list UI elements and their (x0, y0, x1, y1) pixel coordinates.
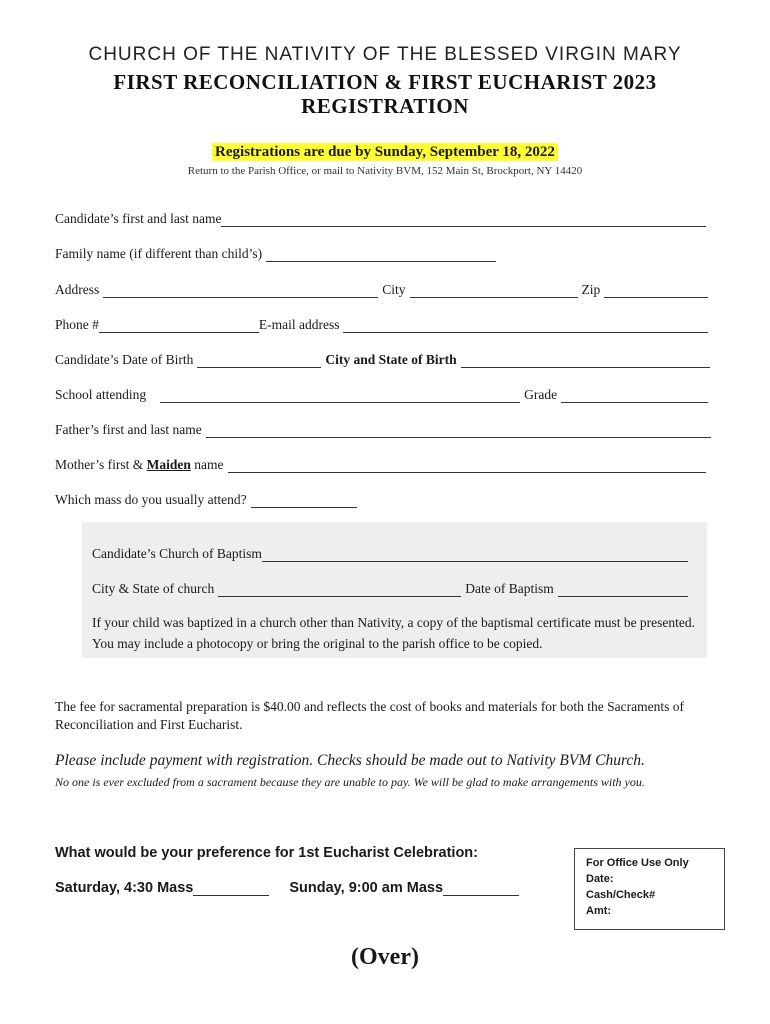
saturday-option-field[interactable] (193, 882, 269, 896)
preference-options (55, 880, 545, 896)
sunday-option-label: Sunday, 9:00 am Mass (289, 880, 444, 896)
mother-row (55, 453, 710, 473)
birth-place-field[interactable] (461, 354, 710, 368)
baptism-city-field[interactable] (218, 583, 461, 597)
family-name-label: Family name (if different than child’s) (55, 246, 263, 261)
phone-label: Phone # (55, 317, 99, 332)
baptism-church-field[interactable] (262, 548, 688, 562)
mother-label-maiden: Maiden (146, 457, 191, 472)
zip-label: Zip (581, 282, 601, 297)
dob-label: Candidate’s Date of Birth (55, 352, 194, 367)
candidate-name-field[interactable] (221, 213, 706, 227)
baptism-city-row (92, 577, 692, 597)
address-row (55, 278, 712, 298)
grade-field[interactable] (561, 389, 708, 403)
fee-text: The fee for sacramental preparation is $40.00 and reflects the cost of books and materials for both the Sacraments of Reconciliation and First Eucharist. (55, 699, 685, 732)
baptism-date-field[interactable] (558, 583, 688, 597)
form-title-line2: REGISTRATION (301, 94, 469, 118)
baptism-note: If your child was baptized in a church other than Nativity, a copy of the baptismal certificate must be presented. You may include a photocopy or bring the original to the parish office to be copied. (92, 615, 696, 651)
family-name-row (55, 242, 500, 262)
no-one-excluded-note: No one is ever excluded from a sacrament because they are unable to pay. We will be glad to make arrangements with you. (55, 775, 645, 789)
payment-note: Please include payment with registration. Checks should be made out to Nativity BVM Church. (55, 752, 645, 769)
due-notice: Registrations are due by Sunday, September 18, 2022 (0, 143, 770, 161)
dob-field[interactable] (197, 354, 321, 368)
address-field[interactable] (103, 284, 378, 298)
over-notice: (Over) (351, 944, 419, 970)
form-title-line1: FIRST RECONCILIATION & FIRST EUCHARIST 2023 (113, 70, 657, 94)
city-field[interactable] (410, 284, 578, 298)
sunday-option-field[interactable] (443, 882, 519, 896)
mother-field[interactable] (228, 459, 706, 473)
baptism-church-row (92, 542, 692, 562)
candidate-name-label: Candidate’s first and last name (55, 211, 222, 226)
office-amt-label: Amt: (586, 905, 612, 917)
phone-field[interactable] (99, 319, 259, 333)
office-cash-check-label: Cash/Check# (586, 889, 656, 901)
school-field[interactable] (160, 389, 520, 403)
office-date-label: Date: (586, 873, 614, 885)
grade-label: Grade (524, 387, 558, 402)
mass-row (55, 488, 361, 508)
office-use-heading: For Office Use Only (586, 857, 689, 869)
father-row (55, 418, 715, 438)
zip-field[interactable] (604, 284, 708, 298)
mass-field[interactable] (251, 494, 357, 508)
father-label: Father’s first and last name (55, 422, 202, 437)
contact-row (55, 313, 712, 333)
return-notice: Return to the Parish Office, or mail to Nativity BVM, 152 Main St, Brockport, NY 14420 (187, 165, 583, 177)
email-field[interactable] (343, 319, 708, 333)
preference-question: What would be your preference for 1st Eucharist Celebration: (55, 845, 478, 861)
church-name: CHURCH OF THE NATIVITY OF THE BLESSED VIRGIN MARY (88, 44, 682, 65)
city-label: City (382, 282, 406, 297)
father-field[interactable] (206, 424, 711, 438)
office-use-box (574, 848, 725, 930)
candidate-name-row (55, 207, 710, 227)
baptism-city-label: City & State of church (92, 581, 215, 596)
saturday-option-label: Saturday, 4:30 Mass (55, 880, 194, 896)
address-label: Address (55, 282, 100, 297)
baptism-church-label: Candidate’s Church of Baptism (92, 546, 262, 561)
baptism-date-label: Date of Baptism (465, 581, 554, 596)
mass-label: Which mass do you usually attend? (55, 492, 247, 507)
mother-label-suffix: name (190, 457, 224, 472)
school-row (55, 383, 712, 403)
birth-row (55, 348, 714, 368)
mother-label-prefix: Mother’s first & (55, 457, 147, 472)
birth-place-label: City and State of Birth (325, 352, 457, 367)
school-label: School attending (55, 387, 147, 402)
email-label: E-mail address (258, 317, 340, 332)
family-name-field[interactable] (266, 248, 496, 262)
